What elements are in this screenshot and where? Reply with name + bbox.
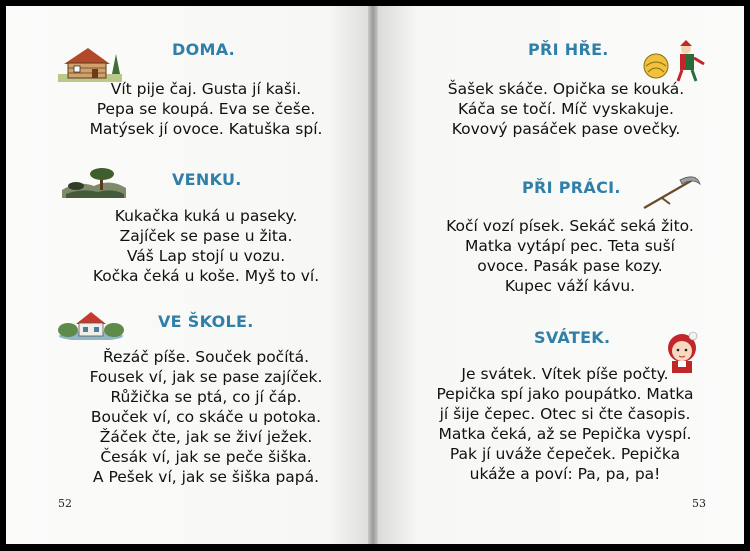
page-number: 53 [692, 497, 706, 510]
school-icon [58, 306, 124, 340]
text-line: Fousek ví, jak se pase zajíček. [89, 368, 323, 386]
paragraph-ve-skole [66, 347, 346, 487]
paragraph-doma [76, 79, 336, 139]
section-title-pri-praci: PŘI PRÁCI. [522, 178, 621, 197]
section-title-doma: DOMA. [172, 40, 236, 59]
text-line: Váš Lap stojí u vozu. [126, 247, 286, 265]
text-line: Kočí vozí písek. Sekáč seká žito. [446, 217, 694, 235]
text-line: Matka vytápí pec. Teta suší [465, 237, 675, 255]
scythe-icon [640, 172, 702, 210]
text-line: Pepa se koupá. Eva se češe. [96, 100, 316, 118]
text-line: Růžička se ptá, co jí čáp. [110, 388, 302, 406]
paragraph-pri-praci [430, 216, 710, 296]
text-line: Šašek skáče. Opička se kouká. [447, 80, 685, 98]
section-title-pri-hre: PŘI HŘE. [528, 40, 609, 59]
text-line: Kovový pasáček pase ovečky. [451, 120, 681, 138]
section-title-ve-skole: VE ŠKOLE. [158, 312, 254, 331]
house-icon [58, 44, 122, 82]
paragraph-venku [71, 206, 341, 286]
section-title-svatek: SVÁTEK. [534, 328, 611, 347]
text-line: Pak jí uváže čepeček. Pepička [449, 445, 681, 463]
text-line: A Pešek ví, jak se šiška papá. [92, 468, 320, 486]
text-line: Vít pije čaj. Gusta jí kaši. [110, 80, 302, 98]
landscape-icon [62, 166, 126, 198]
text-line: Žáček čte, jak se živí ježek. [99, 428, 313, 446]
text-line: Kukačka kuká u paseky. [114, 207, 298, 225]
text-line: jí šije čepec. Otec si čte časopis. [439, 405, 691, 423]
text-line: Matýsek jí ovoce. Katuška spí. [89, 120, 323, 138]
jester-ball-icon [642, 40, 708, 82]
text-line: Matka čeká, až se Pepička vyspí. [438, 425, 692, 443]
text-line: Kupec váží kávu. [504, 277, 636, 295]
text-line: Bouček ví, co skáče u potoka. [90, 408, 322, 426]
text-line: ukáže a poví: Pa, pa, pa! [469, 465, 661, 483]
text-line: Kočka čeká u koše. Myš to ví. [92, 267, 320, 285]
text-line: Zajíček se pase u žita. [119, 227, 293, 245]
text-line: ovoce. Pasák pase kozy. [477, 257, 663, 275]
page-number: 52 [58, 497, 72, 510]
paragraph-svatek [420, 364, 710, 484]
paragraph-pri-hre [424, 79, 708, 139]
text-line: Káča se točí. Míč vyskakuje. [458, 100, 674, 118]
text-line: Řezáč píše. Souček počítá. [102, 348, 310, 366]
section-title-venku: VENKU. [172, 170, 242, 189]
book-spine [368, 6, 378, 544]
text-line: Pepička spí jako poupátko. Matka [436, 385, 694, 403]
text-line: Je svátek. Vítek píše počty. [461, 365, 669, 383]
text-line: Česák ví, jak se peče šiška. [100, 448, 312, 466]
